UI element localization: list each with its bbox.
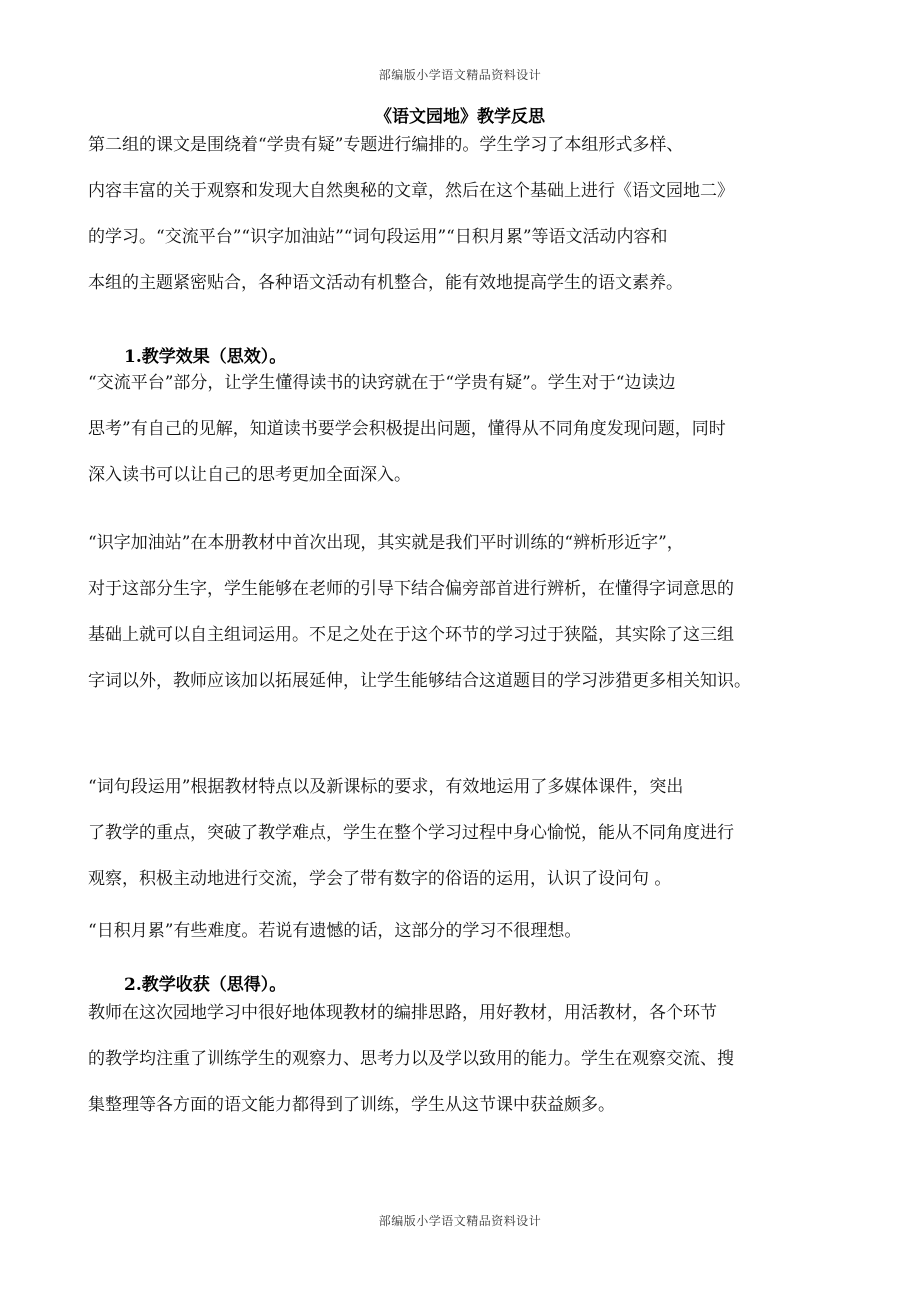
text-line: “词句段运用”根据教材特点以及新课标的要求，有效地运用了多媒体课件，突出: [88, 777, 684, 797]
text-line: 教师在这次园地学习中很好地体现教材的编排思路，用好教材，用活教材，各个环节: [88, 1003, 717, 1023]
section-heading-gains: 2.教学收获（思得）。: [124, 975, 287, 995]
text-line: 思考”有自己的见解，知道读书要学会积极提出问题，懂得从不同角度发现问题，同时: [88, 419, 726, 439]
text-line: “交流平台”部分，让学生懂得读书的诀窍就在于“学贵有疑”。学生对于“边读边: [88, 373, 676, 393]
text-line: 深入读书可以让自己的思考更加全面深入。: [88, 465, 411, 485]
page-header: 部编版小学语文精品资料设计: [378, 68, 542, 82]
text-line: “识字加油站”在本册教材中首次出现，其实就是我们平时训练的“辨析形近字”，: [88, 533, 684, 553]
text-line: 了教学的重点，突破了教学难点，学生在整个学习过程中身心愉悦，能从不同角度进行: [88, 823, 734, 843]
text-line: “日积月累”有些难度。若说有遗憾的话，这部分的学习不很理想。: [88, 921, 582, 941]
text-line: 字词以外，教师应该加以拓展延伸，让学生能够结合这道题目的学习涉猎更多相关知识。: [88, 671, 751, 691]
text-line: 第二组的课文是围绕着“学贵有疑”专题进行编排的。学生学习了本组形式多样、: [88, 135, 684, 155]
exchange-paragraph: [88, 360, 834, 498]
gains-paragraph: [88, 990, 834, 1128]
intro-paragraph: [88, 122, 834, 306]
text-line: 本组的主题紧密贴合，各种语文活动有机整合，能有效地提高学生的语文素养。: [88, 273, 683, 293]
daily-paragraph: [88, 908, 834, 954]
words-paragraph: [88, 764, 834, 902]
text-line: 集整理等各方面的语文能力都得到了训练，学生从这节课中获益颇多。: [88, 1095, 615, 1115]
document-title: 《语文园地》教学反思: [375, 107, 545, 127]
section-heading-effect: 1.教学效果（思效）。: [124, 347, 287, 367]
text-line: 的教学均注重了训练学生的观察力、思考力以及学以致用的能力。学生在观察交流、搜: [88, 1049, 734, 1069]
page-footer: 部编版小学语文精品资料设计: [378, 1214, 542, 1228]
text-line: 的学习。“交流平台”“识字加油站”“词句段运用”“日积月累”等语文活动内容和: [88, 227, 668, 247]
literacy-paragraph: [88, 520, 834, 704]
text-line: 基础上就可以自主组词运用。不足之处在于这个环节的学习过于狭隘，其实除了这三组: [88, 625, 734, 645]
text-line: 对于这部分生字，学生能够在老师的引导下结合偏旁部首进行辨析，在懂得字词意思的: [88, 579, 734, 599]
text-line: 内容丰富的关于观察和发现大自然奥秘的文章，然后在这个基础上进行《语文园地二》: [88, 181, 734, 201]
text-line: 观察，积极主动地进行交流，学会了带有数字的俗语的运用，认识了设问句 。: [88, 869, 672, 889]
